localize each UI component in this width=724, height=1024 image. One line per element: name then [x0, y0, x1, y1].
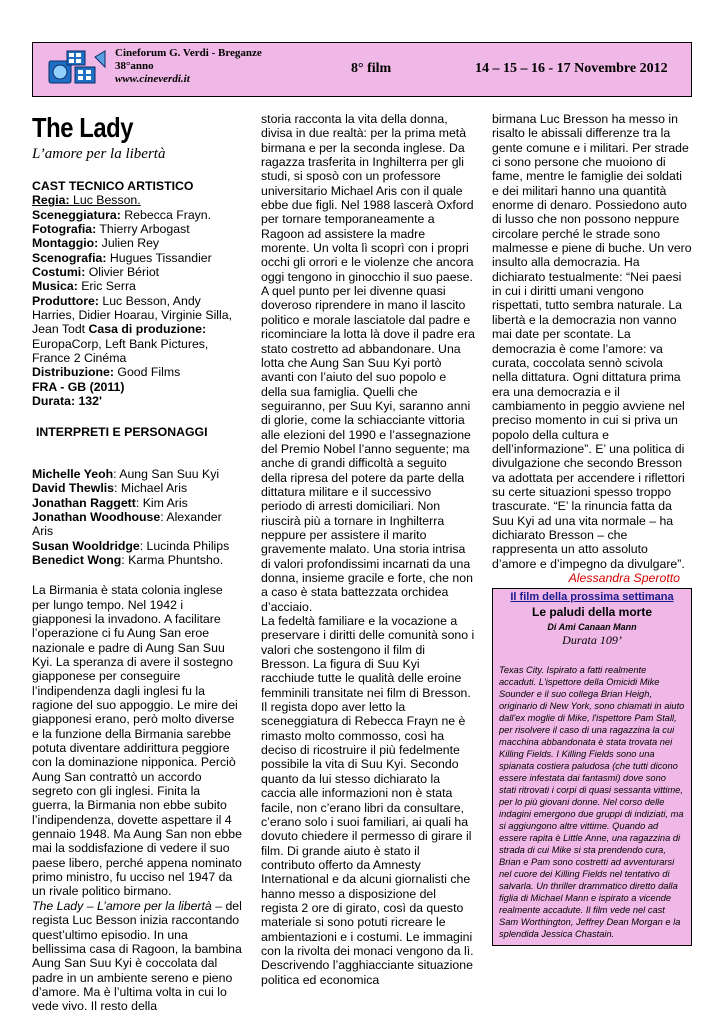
author-signature: Alessandra Sperotto: [568, 571, 680, 585]
fotografia-label: Fotografia:: [32, 222, 97, 237]
produttore-label: Produttore:: [32, 293, 99, 308]
film-title-inline: The Lady – L’amore per la libertà –: [32, 898, 223, 913]
country-year: FRA - GB (2011): [32, 379, 125, 394]
next-film-box: [492, 588, 692, 946]
duration: Durata: 132': [32, 394, 102, 409]
org-place: - Breganze: [208, 47, 262, 59]
screening-dates: 14 – 15 – 16 - 17 Novembre 2012: [475, 61, 668, 76]
film-number: 8° film: [351, 61, 392, 76]
actor-row: [32, 496, 242, 510]
article-intro: [32, 583, 242, 899]
musica-value: Eric Serra: [77, 279, 136, 294]
article-paragraph: birmana Luc Bresson ha messo in risalto le abissali differenze tra la gente comune e i militari. Per strade ci sono persone che muoiono di fame, mentre le famiglie dei soldati e dei militari hanno una quantità enorme di denaro. Possiedono auto di lusso che non possono neppure circolare perché le strade sono malmesse e piene di buche. Un vero insulto alla democrazia. Ha dichiarato testualmente: “Nei paesi in cui i diritti umani vengono rispettati, tutto sembra naturale. La libertà e la democrazia non vanno mai date per scontate. La democrazia è come l’amore: va curata, coccolata sennò scivola nella dittatura. Ogni dittatura prima era una democrazia e il cambiamento in peggio avviene nel preciso momento in cui si priva un popolo della cultura e dell’informazione”. E’ una politica di divulgazione che secondo Bresson va adottata per accendere i riflettori su certe situazioni spesso troppo trascurate. “E’ la rinuncia fatta da Suu Kyi ad una vita normale – ha dichiarato Bresson – che rappresenta un atto assoluto d’amore e d’impegno da divulgare”.: [492, 112, 692, 571]
column-2: [261, 112, 475, 987]
actor-role: : Alexander Aris: [32, 509, 222, 539]
actor-row: [32, 539, 242, 553]
actor-row: [32, 553, 242, 567]
actor-row: [32, 510, 242, 539]
actor-name: Susan Wooldridge: [32, 538, 140, 553]
actor-name: Michelle Yeoh: [32, 466, 114, 481]
actor-role: : Karma Phuntsho.: [121, 552, 224, 567]
distribuzione-value: Good Films: [113, 365, 181, 380]
montaggio-label: Montaggio:: [32, 236, 99, 251]
next-film-duration: Durata 109’: [562, 633, 622, 647]
article-paragraph: Descrivendo l’agghiacciante situazione politica ed economica: [261, 958, 473, 987]
article-paragraph: storia racconta la vita della donna, divisa in due realtà: per la prima metà birmana e per la seconda inglese. Da ragazza trasferita in Inghilterra per gli studi, si sposò con un professore universitario Michael Aris con il quale ebbe due figli. Nel 1988 lascerà Oxford per tornare temporaneamente a Ragoon ad assistere la madre morente. Un volta lì scoprì con i propri occhi gli orrori e le violenze che ancora oggi tengono in ginocchio il suo paese. A quel punto per lei divenne quasi doveroso riprendere in mano il lascito politico e morale lasciatole dal padre e ricominciare la lotta là dove il padre era stato costretto ad abbandonare. Una lotta che Aung San Suu Kyi portò avanti con l’aiuto del suo popolo e della sua famiglia. Quelli che seguiranno, per Suu Kyi, saranno anni di glorie, come la schiacciante vittoria alle elezioni del 1990 e l’assegnazione del Premio Nobel l’anno seguente; ma anche di grandi difficoltà a seguito della ripresa del potere da parte della dittatura militare e il successivo periodo di arresti domiciliari. Non riuscirà più a tornare in Inghilterra neppure per assistere il marito gravemente malato. Una storia intrisa di valori profondissimi incarnati da una donna, insieme gracile e forte, che non a caso è stata battezzata orchidea d’acciaio.: [261, 112, 475, 614]
article-paragraph: La fedeltà familiare e la vocazione a preservare i diritti delle comunità sono i valori che sostengono il film di Bresson. La figura di Suu Kyi racchiude tutte le qualità delle eroine femminili transitate nei film di Bresson. Il regista dopo aver letto la sceneggiatura di Rebecca Frayn ne è rimasto molto commosso, così ha deciso di ricostruire il più fedelmente possibile la vita di Suu Kyi. Secondo quanto da lui stesso dichiarato la caccia alle informazioni non è stata facile, non c’erano libri da consultare, c’erano solo i suoi familiari, ai quali ha dovuto chiedere il permesso di girare il film. Di grande aiuto è stato il contributo offerto da Amnesty International e da alcuni giornalisti che hanno messo a disposizione del regista 2 ore di girato, così da questo materiale si sono potuti ricreare le ambientazioni e i costumi. Le immagini con la rivolta dei monaci vengono da lì.: [261, 614, 475, 958]
actor-name: Jonathan Woodhouse: [32, 509, 161, 524]
actor-name: Jonathan Raggett: [32, 495, 136, 510]
article-paragraph: La Birmania è stata colonia inglese per lungo tempo. Nel 1942 i giapponesi la invadono. A facilitare l’operazione ci fu Aung San eroe nazionale e padre di Aung San Suu Kyi. La speranza di avere il sostegno giapponese per conseguire l’indipendenza dagli inglesi fu la ragione del suo appoggio. Le mire dei giapponesi erano, però molto diverse e la funzione della Birmania sarebbe potuta diventare addirittura peggiore con la dominazione nipponica. Perciò Aung San contrattò un accordo segreto con gli inglesi. Finita la guerra, la Birmania non ebbe subito l’indipendenza, dovette aspettare il 4 gennaio 1948. Ma Aung San non ebbe mai la soddisfazione di vedere il suo paese libero, perché appena nominato primo ministro, fu ucciso nel 1947 da un rivale politico birmano.: [32, 583, 242, 899]
actor-row: [32, 481, 242, 495]
scenografia-value: Hugues Tissandier: [106, 250, 212, 265]
film-subtitle: L’amore per la libertà: [32, 146, 166, 162]
actor-role: : Michael Aris: [114, 481, 188, 496]
musica-label: Musica:: [32, 279, 78, 294]
next-film-synopsis: Texas City. Ispirato a fatti realmente accaduti. L'ispettore della Omicidi Mike Sounder e il suo collega Brian Heigh, originario di New York, sono chiamati in aiuto dall'ex moglie di Mike, l'ispettore Pam Stall, per risolvere il caso di una ragazzina la cui macchina abbandonata è stata trovata nei Killing Fields. I Killing Fields sono una spianata costiera paludosa (che tutti dicono essere infestata dai fantasmi) dove sono stati ritrovati i corpi di quasi sessanta vittime, per lo più giovani donne. Nel corso delle indagini emergono due gruppi di indiziati, ma si aggiungono altre vittime. Quando ad essere rapita è Little Anne, una ragazzina di strada di cui Mike si sta prendendo cura, Brian e Pam sono costretti ad avventurarsi nel cuore dei Killing Fields nel tentativo di salvarla. Un thriller drammatico diretto dalla figlia di Michael Mann e ispirato a vicende realmente accadute. Il film vede nel cast Sam Worthington, Jeffrey Dean Morgan e la splendida Jessica Chastain.: [499, 665, 685, 939]
actor-role: : Lucinda Philips: [139, 538, 230, 553]
actor-role: : Kim Aris: [135, 495, 188, 510]
scenografia-label: Scenografia:: [32, 250, 107, 265]
next-film-director: Di Ami Canaan Mann: [547, 622, 637, 632]
actor-name: Benedict Wong: [32, 552, 122, 567]
sceneggiatura-value: Rebecca Frayn.: [120, 207, 212, 222]
cast-heading: CAST TECNICO ARTISTICO: [32, 179, 194, 193]
film-title: The Lady: [32, 112, 134, 143]
casa-label: Casa di produzione:: [88, 322, 207, 337]
article-paragraph: del regista Luc Besson inizia raccontando quest’ultimo episodio. In una bellissima casa di Ragoon, la bambina Aung San Suu Kyi è coccolata dal padre in un ambiente sereno e pieno d’amore. Ma è l’ultima volta in cui lo vede vivo. Il resto della: [32, 898, 242, 1014]
actor-name: David Thewlis: [32, 481, 115, 496]
column-3: [492, 112, 692, 585]
interpreti-heading: INTERPRETI E PERSONAGGI: [36, 424, 208, 439]
costumi-value: Olivier Bériot: [85, 265, 160, 280]
year-label: 38°anno: [115, 60, 154, 72]
montaggio-value: Julien Rey: [98, 236, 160, 251]
header-info: [115, 47, 262, 86]
column-1: [32, 179, 242, 1014]
actor-row: [32, 467, 242, 481]
actor-role: : Aung San Suu Kyi: [113, 466, 220, 481]
next-film-title: Le paludi della morte: [531, 605, 653, 619]
produttore-value: Luc Besson, Andy Harries, Didier Hoarau, Virginie Silla, Jean Todt: [32, 293, 233, 337]
film-reel-logo: [45, 47, 107, 91]
header-banner: [32, 42, 692, 97]
regia-value: Luc Besson.: [69, 193, 141, 208]
website-link[interactable]: www.cineverdi.it: [115, 73, 190, 85]
regia-label: Regia:: [32, 193, 70, 208]
casa-value: EuropaCorp, Left Bank Pictures, France 2 Cinéma: [32, 336, 209, 366]
fotografia-value: Thierry Arbogast: [96, 222, 190, 237]
next-film-heading: Il film della prossima settimana: [510, 591, 674, 603]
distribuzione-label: Distribuzione:: [32, 365, 114, 380]
costumi-label: Costumi:: [32, 265, 86, 280]
org-name: Cineforum G. Verdi: [115, 47, 209, 59]
sceneggiatura-label: Sceneggiatura:: [32, 207, 121, 222]
